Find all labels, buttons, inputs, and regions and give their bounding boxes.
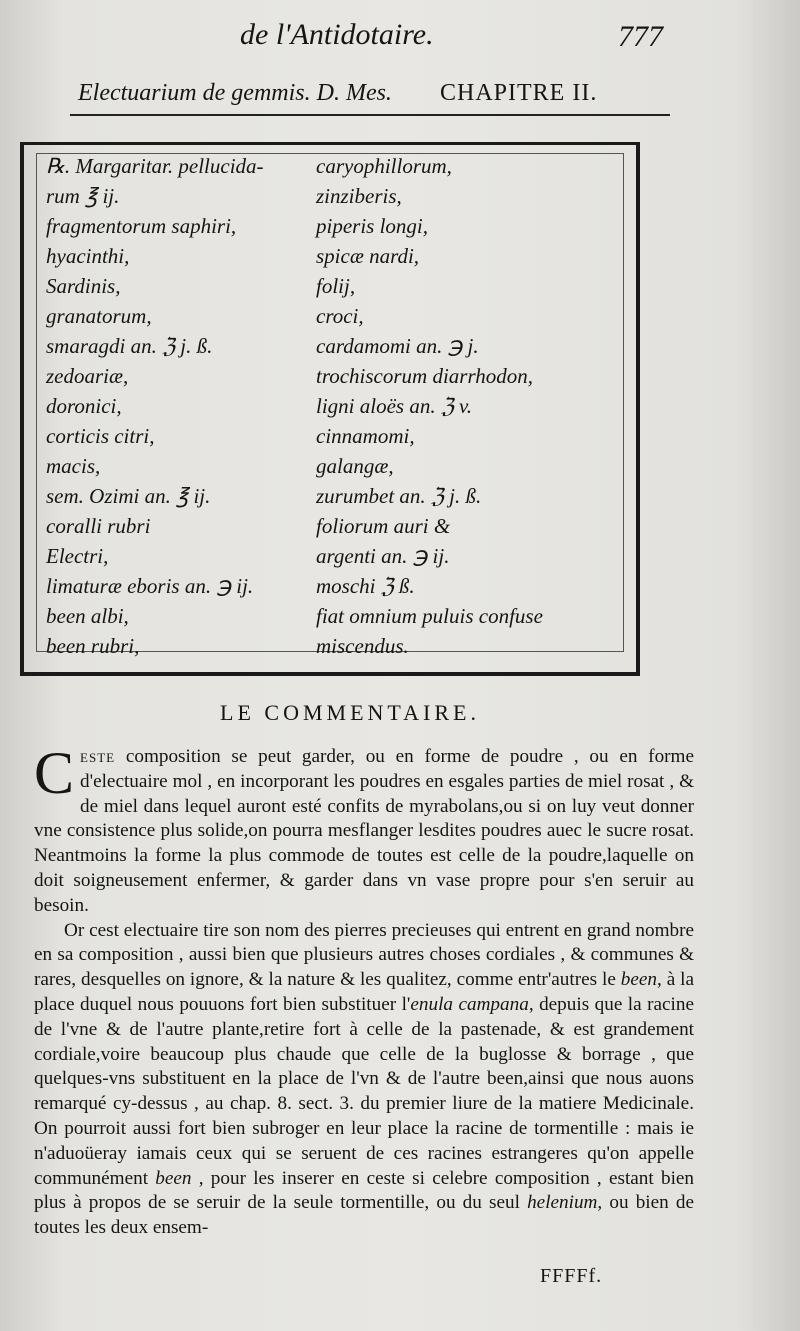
recipe-ingredient: macis,	[46, 454, 101, 478]
lead-word: este	[80, 746, 116, 767]
chapter-subhead	[70, 80, 690, 114]
recipe-ingredient: granatorum,	[46, 304, 152, 328]
recipe-ingredient: ℞. Margaritar. pellucida-	[46, 154, 264, 178]
recipe-ingredient: moschi ℨ ß.	[316, 574, 415, 598]
drop-cap: C	[34, 740, 75, 806]
recipe-ingredient: cinnamomi,	[316, 424, 415, 448]
recipe-ingredient: been albi,	[46, 604, 129, 628]
commentary-paragraph-2	[34, 919, 694, 1241]
recipe-ingredient: sem. Ozimi an. ℥ ij.	[46, 484, 211, 508]
recipe-ingredient: limaturæ eboris an. ℈ ij.	[46, 574, 254, 598]
recipe-ingredient: fiat omnium puluis confuse	[316, 604, 543, 628]
recipe-ingredient: foliorum auri &	[316, 514, 451, 538]
recipe-ingredient: hyacinthi,	[46, 244, 130, 268]
running-head	[0, 14, 800, 54]
recipe-ingredient: galangæ,	[316, 454, 394, 478]
recipe-ingredient: smaragdi an. ℨ j. ß.	[46, 334, 213, 358]
recipe-right-column	[316, 151, 616, 661]
term-been: been	[620, 969, 658, 991]
recipe-ingredient: rum ℥ ij.	[46, 184, 120, 208]
recipe-ingredient: trochiscorum diarrhodon,	[316, 364, 534, 388]
recipe-title: Electuarium de gemmis. D. Mes.	[78, 80, 392, 106]
recipe-ingredient: piperis longi,	[316, 214, 429, 238]
recipe-ingredient: zedoariæ,	[46, 364, 129, 388]
recipe-ingredient: spicæ nardi,	[316, 244, 420, 268]
chapter-label: CHAPITRE II.	[440, 80, 598, 106]
paragraph-2-part-d: , pour les inserer en ceste si celebre composition , estant bien plus à propos de se seruir de la seule tormentille, ou du seul	[34, 1167, 695, 1214]
recipe-ingredient: zurumbet an. ℨ j. ß.	[316, 484, 482, 508]
paragraph-2-part-e: , ou bien de toutes les deux ensem-	[34, 1192, 694, 1239]
term-enula-campana: enula campana	[410, 993, 529, 1015]
recipe-ingredient: corticis citri,	[46, 424, 155, 448]
recipe-ingredient: zinziberis,	[316, 184, 402, 208]
paragraph-2-part-c: , depuis que la racine de l'vne & de l'autre plante,retire fort à celle de la pastenade, & est grandement cordiale,voire beaucoup plus chaude que celle de la buglosse & borrage , que quelques-vns substituent en la place de l'vn & de l'autre been,ainsi que nous auons remarqué cy-dessus , au chap. 8. sect. 3. du premier liure de la matiere Medicinale. On pourroit aussi fort bien subroger en leur place la racine de tormentille : mais ie n'aduoüeray iamais ceux qui se seruent de ces racines estrangeres qu'on appelle communément	[34, 993, 694, 1189]
paragraph-1-text: composition se peut garder, ou en forme de poudre , ou en forme d'electuaire mol , en incorporant les poudres en esgales parties de miel rosat , & de miel dans lequel auront esté confits de myrabolans,ou si on luy veut donner vne consistence plus solide,on pourra mesflanger lesdites poudres auec le sucre rosat. Neantmoins la forme la plus commode de toutes est celle de la poudre,laquelle on doit soigneusement enfermer, & garder dans vn vase propre pour s'en seruir au besoin.	[34, 746, 694, 916]
recipe-ingredient: croci,	[316, 304, 364, 328]
recipe-ingredient: Sardinis,	[46, 274, 121, 298]
recipe-ingredient: folij,	[316, 274, 356, 298]
recipe-ingredient: argenti an. ℈ ij.	[316, 544, 450, 568]
commentary-body	[34, 740, 695, 1241]
recipe-ingredient: doronici,	[46, 394, 122, 418]
recipe-ingredient: been rubri,	[46, 634, 140, 658]
running-title: de l'Antidotaire.	[240, 18, 434, 51]
recipe-ingredient: coralli rubri	[46, 514, 151, 538]
recipe-ingredient: ligni aloës an. ℨ v.	[316, 394, 473, 418]
recipe-box	[20, 142, 640, 676]
recipe-ingredient: fragmentorum saphiri,	[46, 214, 237, 238]
recipe-ingredient: Electri,	[46, 544, 109, 568]
recipe-ingredient: miscendus.	[316, 634, 409, 658]
paragraph-2-part-b: , à la place duquel nous pouuons fort bien substituer l'	[34, 969, 695, 1015]
commentary-title: LE COMMENTAIRE.	[220, 700, 480, 725]
page-number: 777	[618, 20, 663, 53]
subhead-rule	[70, 114, 670, 116]
commentary-paragraph-1	[34, 740, 694, 919]
recipe-ingredient: cardamomi an. ℈ j.	[316, 334, 479, 358]
recipe-ingredient: caryophillorum,	[316, 154, 452, 178]
recipe-left-column	[46, 151, 316, 661]
catchword: FFFFf.	[540, 1265, 603, 1287]
paragraph-2-part-a: Or cest electuaire tire son nom des pierres precieuses qui entrent en grand nombre en sa composition , aussi bien que plusieurs autres choses cordiales , & communes & rares, desquelles on ignore, & la nature & les qualitez, comme entr'autres le	[34, 919, 694, 991]
term-been-2: been	[155, 1167, 192, 1189]
term-helenium: helenium	[527, 1192, 598, 1214]
